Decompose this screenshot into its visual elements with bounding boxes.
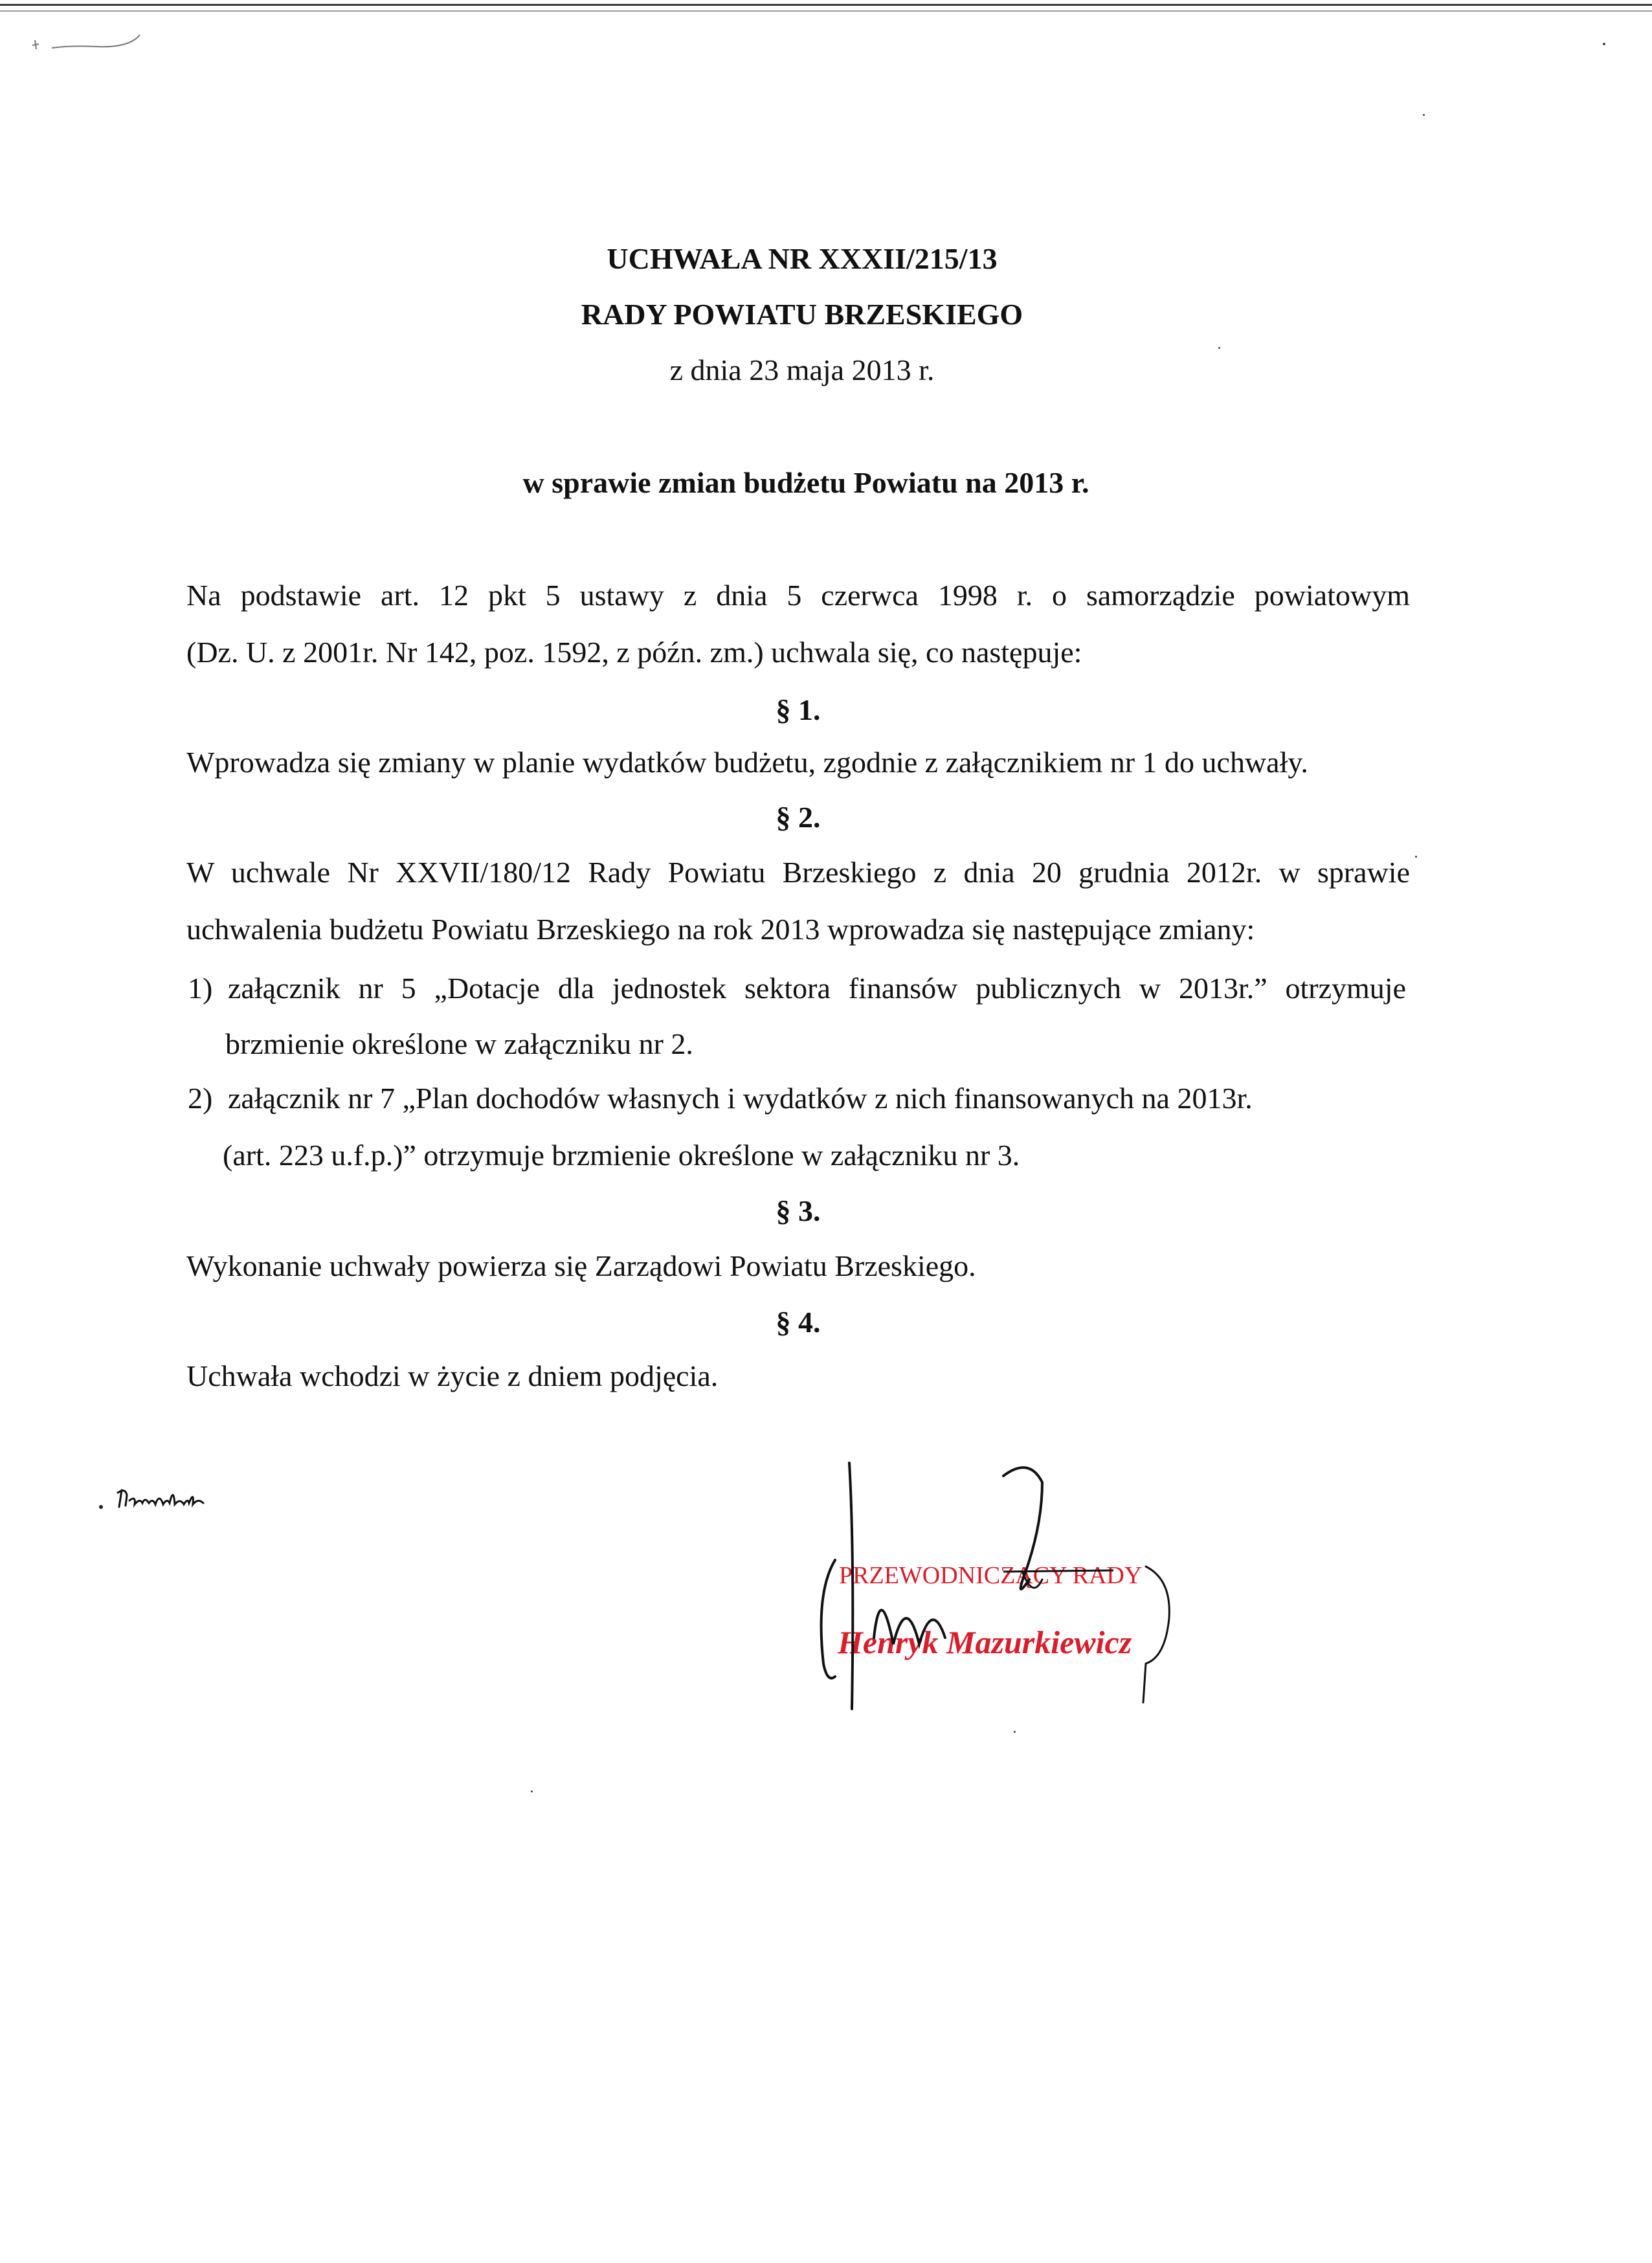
list-item-2-number: 2) [188, 1082, 213, 1115]
list-item-1-line-2: brzmienie określone w załączniku nr 2. [225, 1027, 693, 1060]
section-2-intro [186, 844, 1410, 958]
section-2-line-1: W uchwale Nr XXVII/180/12 Rady Powiatu Brzeskiego z dnia 20 grudnia 2012r. w sprawie [186, 856, 1410, 889]
council-name: RADY POWIATU BRZESKIEGO [581, 298, 1023, 331]
resolution-subject: w sprawie zmian budżetu Powiatu na 2013 r. [522, 466, 1089, 499]
section-3-paragraph: Wykonanie uchwały powierza się Zarządowi Powiatu Brzeskiego. [186, 1249, 976, 1282]
list-item-2-line-2: (art. 223 u.f.p.)” otrzymuje brzmienie określone w załączniku nr 3. [223, 1139, 1020, 1172]
section-1-paragraph: Wprowadza się zmiany w planie wydatków budżetu, zgodnie z załącznikiem nr 1 do uchwały. [186, 746, 1308, 779]
section-3-text [186, 1238, 1410, 1295]
scan-speck [1218, 347, 1220, 349]
preamble-line-1: Na podstawie art. 12 pkt 5 ustawy z dnia 5 czerwca 1998 r. o samorządzie powiatowym [186, 579, 1410, 612]
corner-scribble [26, 26, 142, 58]
section-4-text [186, 1348, 1410, 1405]
resolution-number: UCHWAŁA NR XXXII/215/13 [607, 242, 998, 275]
list-item-1-number: 1) [188, 972, 213, 1005]
scan-speck [1603, 43, 1605, 45]
stamp-name: Henryk Mazurkiewicz [838, 1624, 1132, 1660]
scan-speck [531, 1790, 533, 1792]
stamp-title: PRZEWODNICZĄCY RADY [839, 1562, 1143, 1589]
scan-edge-line [0, 4, 1652, 6]
preamble-line-2: (Dz. U. z 2001r. Nr 142, poz. 1592, z późn. zm.) uchwala się, co następuje: [186, 636, 1082, 669]
section-2-mark: § 2. [776, 801, 821, 834]
preamble [186, 567, 1410, 681]
list-item-2 [188, 1081, 1411, 1115]
resolution-date: z dnia 23 maja 2013 r. [669, 353, 935, 386]
handwritten-signature [809, 1450, 1198, 1735]
scan-speck [1415, 856, 1417, 858]
list-item-1-line-1: załącznik nr 5 „Dotacje dla jednostek sektora finansów publicznych w 2013r.” otrzymuje [228, 972, 1406, 1005]
section-3-mark: § 3. [776, 1194, 821, 1227]
section-4-paragraph: Uchwała wchodzi w życie z dniem podjęcia. [186, 1359, 719, 1392]
chairman-signature-stamp [809, 1450, 1198, 1735]
section-1-text [186, 734, 1410, 791]
list-item-1 [188, 971, 1411, 1005]
scan-edge-line-secondary [0, 10, 1652, 12]
section-2-line-2: uchwalenia budżetu Powiatu Brzeskiego na rok 2013 wprowadza się następujące zmiany: [186, 913, 1255, 946]
initials-signature [97, 1478, 227, 1517]
section-1-mark: § 1. [776, 693, 821, 726]
list-item-2-line-1: załącznik nr 7 „Plan dochodów własnych i wydatków z nich finansowanych na 2013r. [228, 1082, 1253, 1115]
scan-speck [1423, 114, 1425, 116]
section-4-mark: § 4. [776, 1306, 821, 1339]
